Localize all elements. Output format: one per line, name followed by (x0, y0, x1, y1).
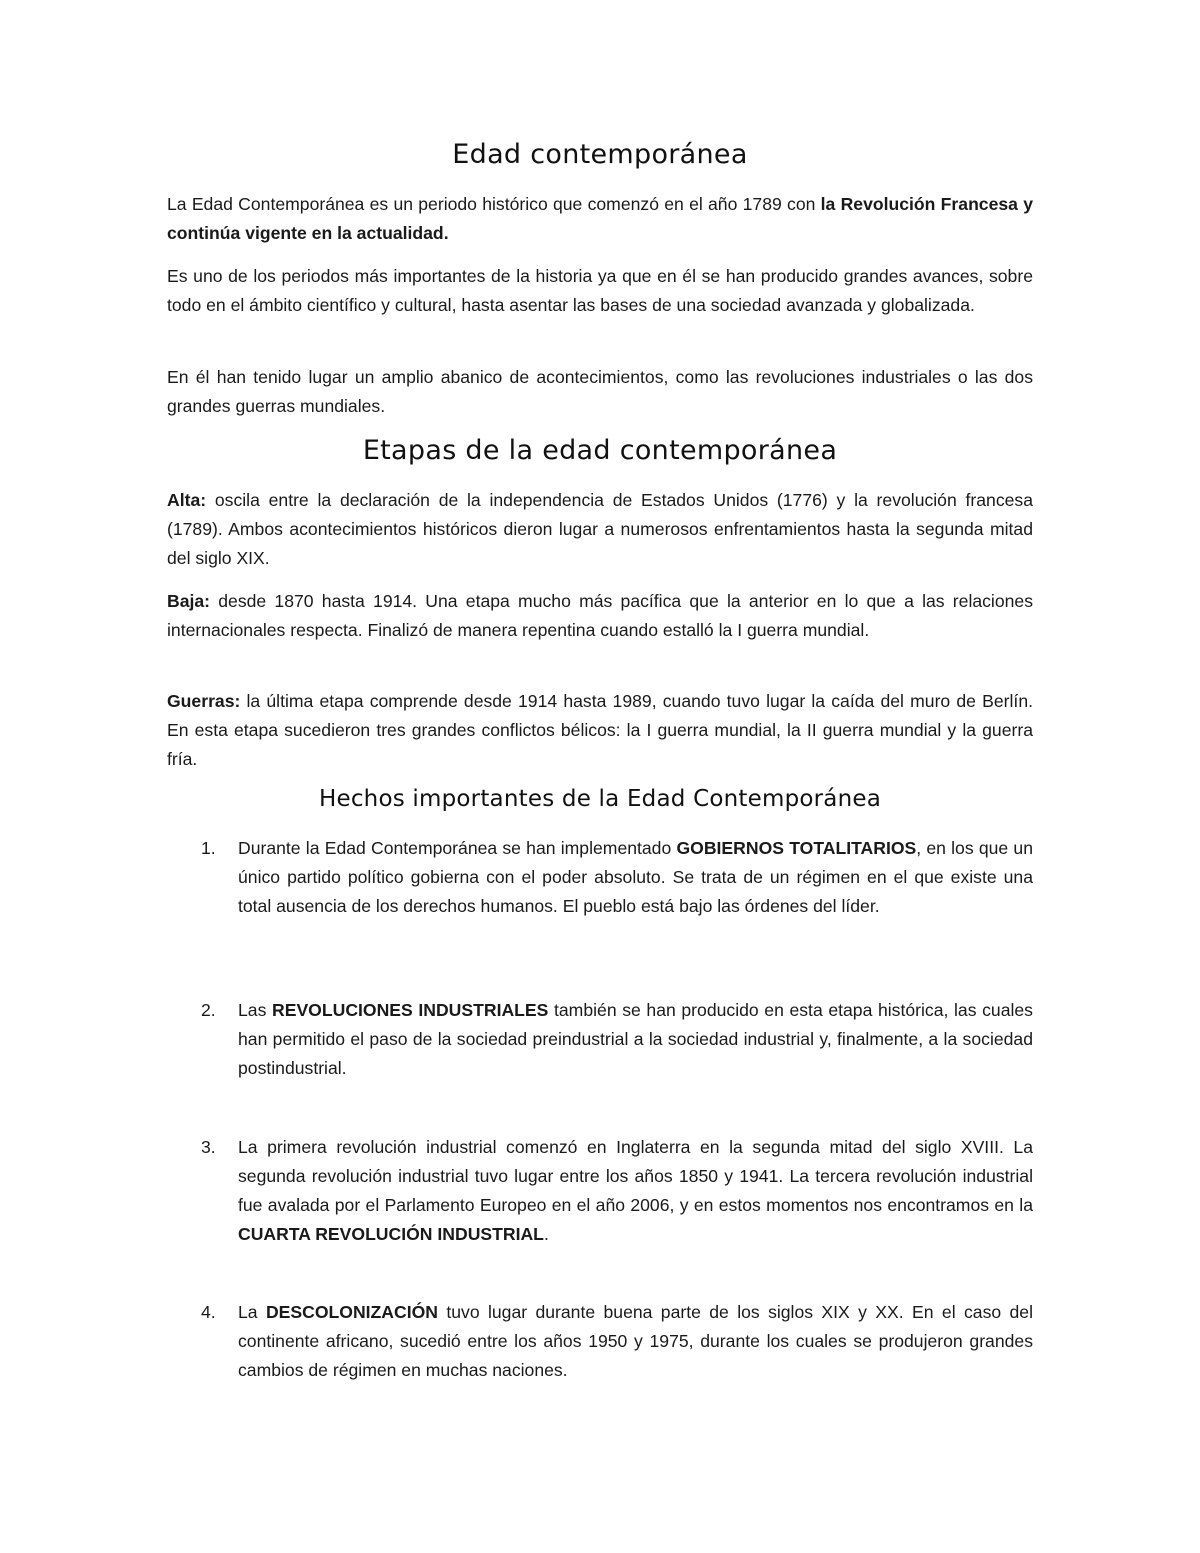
list-item-text (238, 996, 1033, 1083)
list-item-text-end: también se han producido en esta etapa histórica, las cuales han permitido el paso de la sociedad preindustrial a la sociedad industrial y, finalmente, a la sociedad postindustrial. (238, 1000, 1033, 1078)
list-item-text-end: . (543, 1224, 549, 1244)
intro-paragraph-3: En él han tenido lugar un amplio abanico de acontecimientos, como las revoluciones industriales o las dos grandes guerras mundiales. (167, 367, 1033, 416)
list-item-number: 2. (201, 1000, 216, 1020)
list-item-text-bold: GOBIERNOS TOTALITARIOS (676, 838, 917, 858)
intro-text-start: La Edad Contemporánea es un periodo histórico que comenzó en el año 1789 con (167, 194, 821, 214)
list-item-text-start: La (238, 1302, 266, 1322)
section-heading-hechos: Hechos importantes de la Edad Contemporánea (318, 786, 882, 812)
etapa-baja-paragraph (167, 587, 1033, 645)
section-heading-etapas: Etapas de la edad contemporánea (362, 435, 838, 466)
page-title: Edad contemporánea (452, 139, 748, 170)
list-item-text-bold: REVOLUCIONES INDUSTRIALES (272, 1000, 549, 1020)
etapa-baja-text: desde 1870 hasta 1914. Una etapa mucho más pacífica que la anterior en lo que a las relaciones internacionales respecta. Finalizó de manera repentina cuando estalló la I guerra mundial. (167, 591, 1033, 640)
list-item-number: 4. (201, 1302, 216, 1322)
etapa-guerras-paragraph (167, 687, 1033, 774)
etapa-guerras-text: la última etapa comprende desde 1914 hasta 1989, cuando tuvo lugar la caída del muro de Berlín. En esta etapa sucedieron tres grandes conflictos bélicos: la I guerra mundial, la II guerra mundial y la guerra fría. (167, 691, 1033, 769)
list-item-number: 3. (201, 1137, 216, 1157)
etapa-alta-text: oscila entre la declaración de la independencia de Estados Unidos (1776) y la revolución francesa (1789). Ambos acontecimientos históricos dieron lugar a numerosos enfrentamientos hasta la segunda mitad del siglo XIX. (167, 490, 1033, 568)
list-item-text-end: , en los que un único partido político gobierna con el poder absoluto. Se trata de un régimen en el que existe una total ausencia de los derechos humanos. El pueblo está bajo las órdenes del líder. (238, 838, 1033, 916)
list-item-number: 1. (201, 838, 216, 858)
etapa-baja-label: Baja: (167, 591, 211, 611)
list-item-text-start: Las (238, 1000, 272, 1020)
intro-paragraph-2: Es uno de los periodos más importantes de la historia ya que en él se han producido grandes avances, sobre todo en el ámbito científico y cultural, hasta asentar las bases de una sociedad avanzada y globalizada. (167, 266, 1033, 315)
intro-text-bold: la Revolución Francesa y continúa vigente en la actualidad (167, 194, 1033, 243)
etapa-alta-label: Alta: (167, 490, 207, 510)
intro-text-end: . (443, 223, 449, 243)
list-item-text-start: La primera revolución industrial comenzó en Inglaterra en la segunda mitad del siglo XVIII. La segunda revolución industrial tuvo lugar entre los años 1850 y 1941. La tercera revolución industrial fue avalada por el Parlamento Europeo en el año 2006, y en estos momentos nos encontramos en la (238, 1137, 1033, 1215)
etapa-alta-paragraph (167, 486, 1033, 573)
list-item-text-start: Durante la Edad Contemporánea se han implementado (238, 838, 677, 858)
list-item-text-end: tuvo lugar durante buena parte de los siglos XIX y XX. En el caso del continente africano, sucedió entre los años 1950 y 1975, durante los cuales se produjeron grandes cambios de régimen en muchas naciones. (238, 1302, 1033, 1380)
list-item-text (238, 834, 1033, 921)
etapa-guerras-label: Guerras: (167, 691, 241, 711)
list-item-text (238, 1298, 1033, 1385)
list-item-text (238, 1133, 1033, 1249)
intro-paragraph-1 (167, 190, 1033, 248)
list-item-text-bold: CUARTA REVOLUCIÓN INDUSTRIAL (238, 1224, 544, 1244)
list-item-text-bold: DESCOLONIZACIÓN (265, 1302, 438, 1322)
